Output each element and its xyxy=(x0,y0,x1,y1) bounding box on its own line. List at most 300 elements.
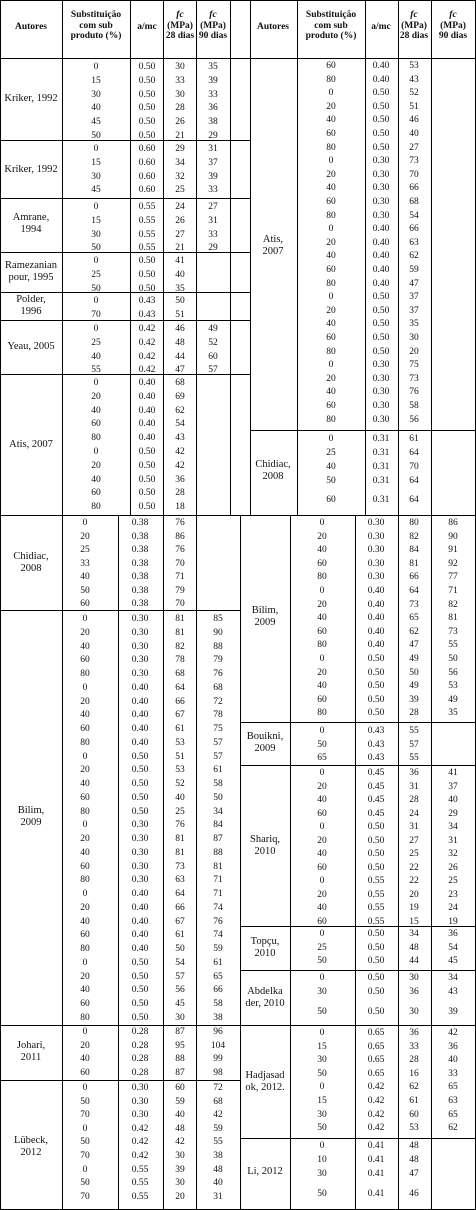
amc-value: 0.40 xyxy=(138,378,156,388)
substitution-value: 70 xyxy=(91,309,101,320)
amc-value: 0.30 xyxy=(372,183,390,194)
fc28-value: 64 xyxy=(409,448,419,458)
amc-value: 0.40 xyxy=(372,237,390,248)
substitution-value: 60 xyxy=(317,862,327,873)
substitution-value: 80 xyxy=(326,74,336,85)
amc-value: 0.60 xyxy=(138,171,156,182)
fc28-value: 84 xyxy=(409,545,419,556)
fc28-value: 32 xyxy=(175,171,185,182)
substitution-value: 0 xyxy=(93,256,99,266)
substitution-value: 60 xyxy=(91,419,101,430)
substitution-value: 40 xyxy=(326,115,336,126)
fc28-value: 33 xyxy=(175,75,185,86)
fc90-value: 41 xyxy=(448,768,458,778)
substitution-value: 40 xyxy=(91,405,101,416)
substitution-value: 20 xyxy=(80,902,90,913)
amc-value: 0.50 xyxy=(367,1007,385,1017)
substitution-value: 40 xyxy=(317,795,327,805)
substitution-value: 15 xyxy=(91,75,101,86)
substitution-value: 80 xyxy=(80,669,90,679)
fc28-header xyxy=(166,10,194,42)
fc90-value: 61 xyxy=(213,765,223,776)
fc28-value: 64 xyxy=(409,495,419,505)
substitution-value: 60 xyxy=(326,495,336,505)
fc28-value: 70 xyxy=(175,558,185,569)
substitution-value: 40 xyxy=(317,903,327,913)
group-rule xyxy=(240,765,476,766)
author-label-line: Hadjasad xyxy=(245,1070,285,1081)
fc28-value: 49 xyxy=(409,654,419,664)
author-label xyxy=(18,805,45,829)
fc28-value: 24 xyxy=(175,202,185,212)
substitution-value: 20 xyxy=(80,765,90,776)
substitution-value: 15 xyxy=(317,1041,327,1052)
amc-value: 0.31 xyxy=(372,462,390,472)
substitution-value: 40 xyxy=(326,462,336,472)
column-rule xyxy=(365,0,366,515)
substitution-value: 0 xyxy=(319,726,325,736)
substitution-value: 30 xyxy=(91,229,101,240)
fc90-value: 19 xyxy=(448,916,458,927)
fc90-value: 72 xyxy=(213,1083,223,1093)
fc90-value: 34 xyxy=(448,973,458,983)
author-label xyxy=(245,986,284,1010)
amc-header-line: a/mc xyxy=(371,22,391,32)
author-label-line: pour, 1995 xyxy=(8,272,54,283)
amc-value: 0.30 xyxy=(372,156,390,167)
substitution-header xyxy=(306,10,357,42)
fc28-value: 61 xyxy=(175,724,185,734)
substitution-value: 80 xyxy=(326,210,336,221)
amc-value: 0.41 xyxy=(367,1155,385,1165)
amc-value: 0.40 xyxy=(372,265,390,275)
author-label-line: Topçu, xyxy=(250,936,280,947)
author-label-line: 1996 xyxy=(20,306,42,317)
amc-value: 0.50 xyxy=(372,292,390,303)
fc28-value: 70 xyxy=(409,169,419,180)
fc28-value: 53 xyxy=(409,1123,419,1134)
substitution-value: 25 xyxy=(91,337,101,348)
author-label-line: Chidiac, xyxy=(255,459,291,470)
substitution-value: 40 xyxy=(91,474,101,485)
group-rule xyxy=(240,1138,476,1139)
amc-value: 0.65 xyxy=(367,1055,385,1066)
fc28-value: 45 xyxy=(175,999,185,1009)
amc-value: 0.30 xyxy=(372,401,390,411)
fc90-value: 65 xyxy=(448,1082,458,1093)
amc-value: 0.42 xyxy=(138,351,156,362)
fc28-value: 82 xyxy=(175,641,185,652)
fc28-value: 73 xyxy=(409,373,419,384)
author-label-line: Atis, 2007 xyxy=(9,439,53,450)
amc-value: 0.40 xyxy=(131,889,149,899)
fc28-value: 50 xyxy=(409,667,419,678)
fc90-value: 33 xyxy=(208,185,218,196)
autores-header-line: Autores xyxy=(256,22,290,32)
substitution-value: 20 xyxy=(80,696,90,707)
substitution-value: 40 xyxy=(80,985,90,996)
fc90-value: 82 xyxy=(448,599,458,610)
substitution-value: 30 xyxy=(317,1169,327,1179)
fc28-value: 82 xyxy=(409,531,419,542)
fc28-value: 37 xyxy=(409,292,419,303)
group-rule xyxy=(240,1025,476,1026)
amc-value: 0.42 xyxy=(138,365,156,376)
substitution-value: 0 xyxy=(82,751,88,762)
header-rule xyxy=(0,58,476,59)
fc90-value: 37 xyxy=(208,157,218,168)
fc28-value: 25 xyxy=(409,849,419,859)
substitution-value: 40 xyxy=(317,545,327,556)
author-label-line: 2012 xyxy=(20,1147,42,1158)
fc28-value: 36 xyxy=(409,768,419,778)
fc90-value: 39 xyxy=(208,171,218,182)
fc90-value: 57 xyxy=(213,751,223,762)
amc-value: 0.50 xyxy=(131,971,149,982)
author-label-line: Johari, xyxy=(16,1040,46,1051)
substitution-value: 15 xyxy=(91,157,101,168)
amc-value: 0.55 xyxy=(367,876,385,886)
amc-value: 0.55 xyxy=(138,215,156,226)
substitution-value: 80 xyxy=(80,875,90,886)
fc28-value: 70 xyxy=(409,462,419,472)
fc28-value: 42 xyxy=(175,1137,185,1148)
amc-value: 0.30 xyxy=(131,627,149,638)
fc90-value: 63 xyxy=(448,1096,458,1106)
fc28-value: 35 xyxy=(175,283,185,294)
fc90-value: 33 xyxy=(208,229,218,240)
fc90-value: 33 xyxy=(208,89,218,100)
amc-value: 0.40 xyxy=(367,640,385,651)
substitution-value: 20 xyxy=(91,460,101,471)
fc90-value: 50 xyxy=(213,792,223,803)
fc90-value: 49 xyxy=(208,324,218,334)
substitution-value: 65 xyxy=(317,753,327,763)
group-rule xyxy=(250,430,476,431)
fc28-value: 48 xyxy=(175,337,185,348)
fc90-value: 76 xyxy=(213,916,223,927)
fc28-value: 66 xyxy=(175,696,185,707)
fc28-value: 53 xyxy=(175,765,185,776)
fc90-header-line: (MPa) xyxy=(200,20,226,31)
fc28-value: 61 xyxy=(409,434,419,444)
fc28-value: 36 xyxy=(175,474,185,485)
fc28-value: 66 xyxy=(409,572,419,583)
author-label-line: ok, 2012. xyxy=(245,1082,285,1093)
fc28-value: 34 xyxy=(175,157,185,168)
fc90-value: 84 xyxy=(213,820,223,831)
fc90-value: 66 xyxy=(213,985,223,996)
fc90-value: 48 xyxy=(213,1164,223,1175)
substitution-value: 0 xyxy=(93,324,99,334)
amc-value: 0.30 xyxy=(131,834,149,844)
fc90-header-line: fc xyxy=(209,10,217,20)
amc-header xyxy=(137,22,157,33)
substitution-value: 40 xyxy=(326,319,336,330)
substitution-value: 60 xyxy=(317,916,327,927)
group-rule xyxy=(0,292,250,293)
amc-value: 0.40 xyxy=(131,930,149,941)
substitution-value: 40 xyxy=(326,183,336,194)
fc90-value: 61 xyxy=(213,957,223,968)
fc90-header xyxy=(199,10,227,42)
fc90-header-line: (MPa) xyxy=(440,20,466,31)
fc90-value: 40 xyxy=(448,795,458,805)
fc28-value: 40 xyxy=(175,269,185,280)
amc-value: 0.30 xyxy=(372,360,390,371)
column-rule xyxy=(431,516,432,1210)
substitution-value: 70 xyxy=(80,1191,90,1202)
author-label-line: der, 2010 xyxy=(245,998,285,1009)
fc28-value: 87 xyxy=(175,1067,185,1078)
group-rule xyxy=(240,970,476,971)
fc28-value: 39 xyxy=(175,1164,185,1175)
amc-value: 0.50 xyxy=(372,101,390,112)
author-label-line: Lübeck, xyxy=(13,1135,49,1146)
fc90-value: 65 xyxy=(213,971,223,982)
fc28-value: 64 xyxy=(409,586,419,596)
fc28-value: 81 xyxy=(175,614,185,624)
substitution-value: 0 xyxy=(319,973,325,983)
fc28-value: 27 xyxy=(409,835,419,846)
fc90-value: 68 xyxy=(213,682,223,693)
substitution-value: 40 xyxy=(91,103,101,114)
author-label-line: Yeau, 2005 xyxy=(7,341,55,352)
fc90-value: 39 xyxy=(208,75,218,86)
substitution-value: 15 xyxy=(317,1096,327,1106)
fc28-value: 58 xyxy=(409,401,419,411)
substitution-value: 60 xyxy=(326,265,336,275)
substitution-value: 15 xyxy=(91,215,101,226)
author-label-line: Kriker, 1992 xyxy=(4,93,58,104)
amc-value: 0.30 xyxy=(372,414,390,425)
fc28-value: 22 xyxy=(409,862,419,873)
amc-value: 0.50 xyxy=(138,89,156,100)
fc28-value: 64 xyxy=(409,476,419,486)
fc28-value: 54 xyxy=(175,957,185,968)
top-rule xyxy=(0,0,476,1)
fc28-value: 30 xyxy=(409,973,419,983)
amc-value: 0.50 xyxy=(131,957,149,968)
column-rule xyxy=(398,0,399,515)
fc90-value: 40 xyxy=(448,1055,458,1066)
amc-value: 0.30 xyxy=(367,545,385,556)
substitution-value: 20 xyxy=(80,531,90,542)
substitution-value: 45 xyxy=(91,117,101,128)
amc-value: 0.55 xyxy=(131,1191,149,1202)
fc90-value: 42 xyxy=(213,1110,223,1121)
author-label xyxy=(250,834,280,858)
fc28-value: 47 xyxy=(409,640,419,651)
fc28-value: 42 xyxy=(175,460,185,471)
amc-value: 0.31 xyxy=(372,434,390,444)
fc28-value: 51 xyxy=(175,751,185,762)
substitution-value: 0 xyxy=(82,682,88,693)
fc90-value: 50 xyxy=(448,654,458,664)
fc28-value: 56 xyxy=(409,414,419,425)
fc90-value: 88 xyxy=(213,641,223,652)
author-label xyxy=(255,459,290,483)
fc28-value: 47 xyxy=(409,1169,419,1179)
fc28-value: 20 xyxy=(409,346,419,357)
author-label-line: Polder, xyxy=(16,294,46,305)
fc28-value: 55 xyxy=(409,753,419,763)
fc28-value: 40 xyxy=(175,1110,185,1121)
fc28-value: 33 xyxy=(409,1041,419,1052)
fc90-value: 81 xyxy=(213,861,223,872)
fc28-value: 69 xyxy=(175,391,185,402)
amc-value: 0.41 xyxy=(367,1141,385,1151)
fc28-value: 87 xyxy=(175,1027,185,1037)
autores-header-line: Autores xyxy=(14,22,48,32)
amc-value: 0.40 xyxy=(131,710,149,721)
fc28-value: 61 xyxy=(175,930,185,941)
author-label xyxy=(4,93,57,105)
amc-value: 0.50 xyxy=(131,792,149,803)
fc28-value: 28 xyxy=(409,708,419,719)
column-rule xyxy=(355,516,356,1210)
substitution-value: 50 xyxy=(317,1189,327,1199)
substitution-value: 55 xyxy=(91,365,101,376)
author-label-line: Ramezanian xyxy=(5,260,57,271)
column-rule xyxy=(0,516,1,1210)
amc-value: 0.38 xyxy=(131,558,149,569)
substitution-header-line: com sub xyxy=(314,20,348,31)
author-label-line: Bilim, xyxy=(17,805,45,816)
substitution-value: 25 xyxy=(91,269,101,280)
substitution-value: 20 xyxy=(317,835,327,846)
substitution-value: 40 xyxy=(317,613,327,624)
fc28-value: 62 xyxy=(409,626,419,637)
substitution-value: 40 xyxy=(80,847,90,858)
amc-value: 0.42 xyxy=(131,1137,149,1148)
author-label xyxy=(7,341,54,353)
amc-value: 0.40 xyxy=(131,944,149,954)
amc-value: 0.38 xyxy=(131,599,149,609)
amc-value: 0.42 xyxy=(138,324,156,334)
amc-value: 0.50 xyxy=(372,115,390,126)
fc28-value: 42 xyxy=(175,447,185,457)
fc28-value: 35 xyxy=(409,319,419,330)
fc90-value: 31 xyxy=(448,835,458,846)
fc90-value: 98 xyxy=(213,1067,223,1078)
fc90-value: 42 xyxy=(448,1028,458,1038)
fc28-value: 78 xyxy=(175,655,185,666)
fc90-value: 38 xyxy=(213,1151,223,1161)
amc-value: 0.50 xyxy=(367,987,385,997)
fc28-value: 68 xyxy=(175,378,185,388)
fc28-value: 81 xyxy=(175,847,185,858)
author-label xyxy=(247,1166,283,1178)
substitution-value: 30 xyxy=(91,171,101,182)
fc90-value: 36 xyxy=(208,103,218,114)
amc-value: 0.45 xyxy=(367,768,385,778)
amc-value: 0.50 xyxy=(131,751,149,762)
substitution-value: 0 xyxy=(319,768,325,778)
substitution-value: 20 xyxy=(80,627,90,638)
fc90-value: 31 xyxy=(208,215,218,226)
fc90-value: 34 xyxy=(213,806,223,817)
amc-value: 0.50 xyxy=(138,62,156,72)
fc28-header-line: 28 dias xyxy=(165,31,195,41)
substitution-value: 60 xyxy=(80,724,90,734)
substitution-value: 30 xyxy=(317,987,327,997)
amc-value: 0.40 xyxy=(138,405,156,416)
amc-value: 0.60 xyxy=(138,157,156,168)
fc90-value: 59 xyxy=(213,944,223,954)
fc90-value: 77 xyxy=(448,572,458,583)
fc90-value: 71 xyxy=(213,875,223,886)
fc28-value: 52 xyxy=(175,779,185,789)
substitution-value: 0 xyxy=(82,614,88,624)
fc28-value: 62 xyxy=(409,251,419,262)
amc-value: 0.30 xyxy=(372,387,390,398)
fc28-value: 57 xyxy=(175,971,185,982)
substitution-value: 0 xyxy=(319,654,325,664)
fc28-value: 27 xyxy=(409,142,419,153)
fc28-value: 73 xyxy=(409,156,419,167)
substitution-value: 40 xyxy=(317,849,327,859)
fc90-value: 31 xyxy=(213,1191,223,1202)
amc-value: 0.60 xyxy=(138,144,156,154)
group-rule xyxy=(240,722,476,723)
author-label xyxy=(16,294,46,318)
substitution-value: 20 xyxy=(317,781,327,792)
amc-value: 0.38 xyxy=(131,518,149,528)
fc90-value: 53 xyxy=(448,681,458,692)
amc-value: 0.38 xyxy=(131,572,149,582)
fc28-value: 24 xyxy=(409,808,419,819)
fc90-value: 57 xyxy=(208,365,218,376)
group-rule xyxy=(0,320,250,321)
amc-value: 0.50 xyxy=(367,849,385,859)
amc-value: 0.43 xyxy=(367,726,385,736)
column-rule xyxy=(290,516,291,1210)
fc90-value: 29 xyxy=(448,808,458,819)
substitution-value: 80 xyxy=(326,414,336,425)
substitution-value: 60 xyxy=(326,197,336,207)
fc28-value: 55 xyxy=(409,726,419,736)
substitution-value: 60 xyxy=(80,655,90,666)
fc28-header-line: fc xyxy=(176,10,184,20)
amc-value: 0.38 xyxy=(131,531,149,542)
amc-value: 0.40 xyxy=(367,599,385,610)
fc28-value: 60 xyxy=(409,1109,419,1120)
amc-value: 0.65 xyxy=(367,1068,385,1079)
amc-value: 0.40 xyxy=(372,61,390,71)
fc90-value: 37 xyxy=(448,781,458,792)
fc90-value: 71 xyxy=(448,586,458,596)
substitution-value: 70 xyxy=(80,1110,90,1121)
substitution-value: 0 xyxy=(319,518,325,528)
substitution-value: 40 xyxy=(80,641,90,652)
fc28-header-line: 28 dias xyxy=(399,31,429,41)
substitution-value: 0 xyxy=(82,1123,88,1134)
fc90-value: 86 xyxy=(448,518,458,528)
fc90-value: 33 xyxy=(448,1068,458,1079)
group-rule xyxy=(0,198,250,199)
fc28-value: 61 xyxy=(409,1096,419,1106)
fc28-value: 22 xyxy=(409,876,419,886)
author-label-line: 2008 xyxy=(262,471,284,482)
fc90-value: 49 xyxy=(448,694,458,705)
amc-value: 0.38 xyxy=(131,545,149,555)
fc28-value: 36 xyxy=(409,987,419,997)
fc90-value: 58 xyxy=(213,779,223,789)
author-label-line: Atis, xyxy=(262,234,284,245)
amc-value: 0.40 xyxy=(131,724,149,734)
group-rule xyxy=(0,1080,240,1081)
